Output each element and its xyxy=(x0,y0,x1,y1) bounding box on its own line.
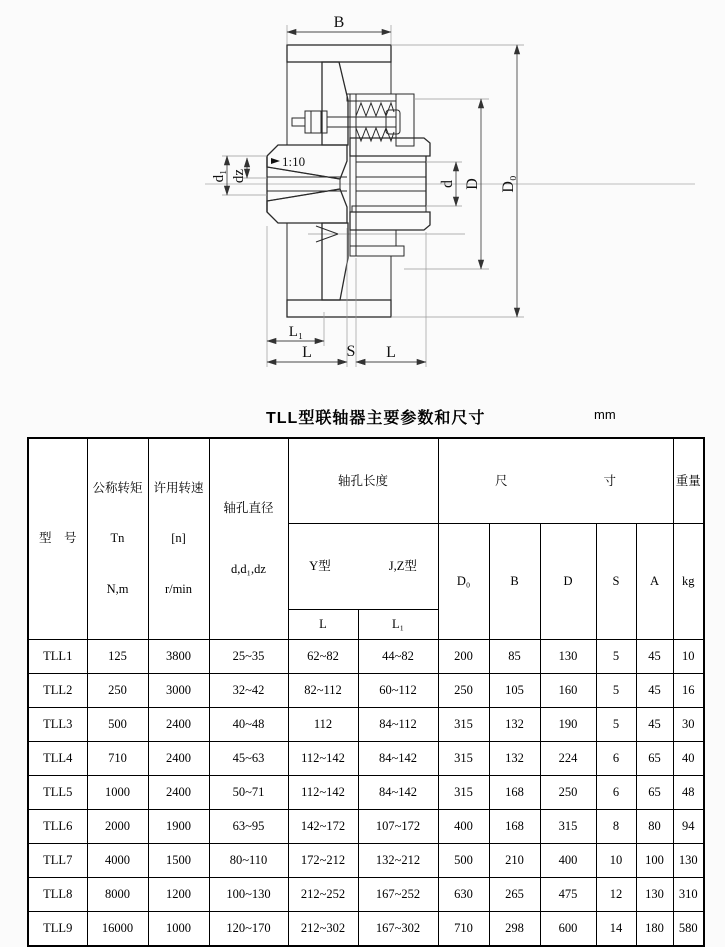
spring-bracket xyxy=(386,110,400,134)
model-cell: TLL9 xyxy=(28,911,87,946)
col-header-d: D xyxy=(540,524,596,639)
speed-label: 许用转速 xyxy=(153,480,204,495)
table-row xyxy=(28,809,704,843)
value-cell: 10 xyxy=(673,639,704,673)
value-cell: 112 xyxy=(288,707,358,741)
value-cell: 10 xyxy=(596,843,636,877)
serpentine-spring xyxy=(356,103,394,116)
value-cell: 1200 xyxy=(148,877,209,911)
value-cell: 130 xyxy=(636,877,673,911)
y-type-label: Y型 xyxy=(309,559,331,574)
value-cell: 100~130 xyxy=(209,877,288,911)
value-cell: 44~82 xyxy=(358,639,438,673)
model-cell: TLL8 xyxy=(28,877,87,911)
taper-label: 1:10 xyxy=(282,154,306,169)
value-cell: 45 xyxy=(636,707,673,741)
dimension-labels xyxy=(211,14,517,361)
bore-symbols: d,d₁,dz xyxy=(231,562,266,577)
value-cell: 132 xyxy=(489,741,540,775)
dim-label-b: B xyxy=(333,14,345,31)
col-header-s: S xyxy=(596,524,636,639)
value-cell: 5 xyxy=(596,639,636,673)
value-cell: 48 xyxy=(673,775,704,809)
col-header-length-L: L xyxy=(288,609,358,639)
dim-label-d-major: D xyxy=(464,178,481,190)
model-cell: TLL6 xyxy=(28,809,87,843)
value-cell: 65 xyxy=(636,741,673,775)
value-cell: 500 xyxy=(87,707,148,741)
value-cell: 1500 xyxy=(148,843,209,877)
value-cell: 167~302 xyxy=(358,911,438,946)
value-cell: 80~110 xyxy=(209,843,288,877)
value-cell: 94 xyxy=(673,809,704,843)
value-cell: 180 xyxy=(636,911,673,946)
value-cell: 100 xyxy=(636,843,673,877)
value-cell: 5 xyxy=(596,707,636,741)
value-cell: 4000 xyxy=(87,843,148,877)
value-cell: 3000 xyxy=(148,673,209,707)
col-header-bore-diameter xyxy=(209,438,288,639)
value-cell: 580 xyxy=(673,911,704,946)
value-cell: 315 xyxy=(438,775,489,809)
value-cell: 84~142 xyxy=(358,741,438,775)
parameters-table xyxy=(27,437,705,947)
bolt-end xyxy=(292,118,305,126)
value-cell: 315 xyxy=(438,707,489,741)
value-cell: 315 xyxy=(438,741,489,775)
col-header-dimensions xyxy=(438,438,673,524)
value-cell: 172~212 xyxy=(288,843,358,877)
value-cell: 63~95 xyxy=(209,809,288,843)
torque-unit: N,m xyxy=(106,582,129,597)
value-cell: 250 xyxy=(438,673,489,707)
value-cell: 167~252 xyxy=(358,877,438,911)
value-cell: 5 xyxy=(596,673,636,707)
taper-arrow-icon xyxy=(271,158,280,164)
value-cell: 125 xyxy=(87,639,148,673)
table-row xyxy=(28,911,704,946)
value-cell: 112~142 xyxy=(288,741,358,775)
value-cell: 12 xyxy=(596,877,636,911)
value-cell: 2400 xyxy=(148,707,209,741)
value-cell: 60~112 xyxy=(358,673,438,707)
value-cell: 6 xyxy=(596,741,636,775)
value-cell: 85 xyxy=(489,639,540,673)
col-header-types xyxy=(288,524,438,609)
col-header-speed xyxy=(148,438,209,639)
value-cell: 112~142 xyxy=(288,775,358,809)
taper-annotation xyxy=(271,154,305,169)
value-cell: 45~63 xyxy=(209,741,288,775)
dims-char-2: 寸 xyxy=(603,473,617,488)
value-cell: 3800 xyxy=(148,639,209,673)
value-cell: 50~71 xyxy=(209,775,288,809)
dim-label-d1: d₁ xyxy=(211,169,227,183)
value-cell: 32~42 xyxy=(209,673,288,707)
value-cell: 2000 xyxy=(87,809,148,843)
value-cell: 630 xyxy=(438,877,489,911)
value-cell: 190 xyxy=(540,707,596,741)
value-cell: 200 xyxy=(438,639,489,673)
table-row xyxy=(28,741,704,775)
model-cell: TLL4 xyxy=(28,741,87,775)
dim-label-s: S xyxy=(346,343,356,360)
hex-nut xyxy=(305,111,327,133)
value-cell: 82~112 xyxy=(288,673,358,707)
value-cell: 250 xyxy=(540,775,596,809)
value-cell: 475 xyxy=(540,877,596,911)
jz-type-label: J,Z型 xyxy=(388,559,417,574)
torque-symbol: Tn xyxy=(110,531,125,546)
model-cell: TLL1 xyxy=(28,639,87,673)
table-row xyxy=(28,843,704,877)
value-cell: 132 xyxy=(489,707,540,741)
value-cell: 710 xyxy=(87,741,148,775)
value-cell: 130 xyxy=(540,639,596,673)
table-title: TLL型联轴器主要参数和尺寸 xyxy=(266,410,486,427)
col-header-b: B xyxy=(489,524,540,639)
value-cell: 107~172 xyxy=(358,809,438,843)
value-cell: 1900 xyxy=(148,809,209,843)
value-cell: 265 xyxy=(489,877,540,911)
unit-label: mm xyxy=(594,407,616,422)
value-cell: 6 xyxy=(596,775,636,809)
col-header-bore-length: 轴孔长度 xyxy=(288,438,438,524)
col-header-kg: kg xyxy=(673,524,704,639)
value-cell: 250 xyxy=(87,673,148,707)
table-row xyxy=(28,707,704,741)
col-header-length-L1: L₁ xyxy=(358,609,438,639)
value-cell: 14 xyxy=(596,911,636,946)
model-cell: TLL2 xyxy=(28,673,87,707)
value-cell: 710 xyxy=(438,911,489,946)
value-cell: 168 xyxy=(489,775,540,809)
dim-label-l-right: L xyxy=(386,344,396,361)
table-body xyxy=(28,639,704,946)
value-cell: 105 xyxy=(489,673,540,707)
value-cell: 40~48 xyxy=(209,707,288,741)
value-cell: 1000 xyxy=(148,911,209,946)
model-cell: TLL7 xyxy=(28,843,87,877)
value-cell: 130 xyxy=(673,843,704,877)
drum-section xyxy=(287,45,391,317)
dimension-lines xyxy=(227,32,517,362)
value-cell: 30 xyxy=(673,707,704,741)
col-header-a: A xyxy=(636,524,673,639)
value-cell: 16 xyxy=(673,673,704,707)
value-cell: 400 xyxy=(438,809,489,843)
value-cell: 45 xyxy=(636,673,673,707)
value-cell: 212~252 xyxy=(288,877,358,911)
value-cell: 224 xyxy=(540,741,596,775)
value-cell: 45 xyxy=(636,639,673,673)
value-cell: 142~172 xyxy=(288,809,358,843)
coupling-drawing xyxy=(0,0,725,398)
value-cell: 84~142 xyxy=(358,775,438,809)
dim-label-d-minor: d xyxy=(439,180,456,188)
value-cell: 210 xyxy=(489,843,540,877)
value-cell: 8000 xyxy=(87,877,148,911)
dim-label-dz: dz xyxy=(231,168,247,184)
dim-label-l-left: L xyxy=(302,344,312,361)
value-cell: 212~302 xyxy=(288,911,358,946)
table-row xyxy=(28,673,704,707)
value-cell: 132~212 xyxy=(358,843,438,877)
value-cell: 80 xyxy=(636,809,673,843)
value-cell: 2400 xyxy=(148,775,209,809)
col-header-weight: 重量 xyxy=(673,438,704,524)
dim-label-d0: D₀ xyxy=(500,175,517,193)
table-row xyxy=(28,639,704,673)
coupling-drawing-area xyxy=(0,0,725,398)
torque-label: 公称转矩 xyxy=(92,480,143,495)
value-cell: 1000 xyxy=(87,775,148,809)
value-cell: 120~170 xyxy=(209,911,288,946)
value-cell: 298 xyxy=(489,911,540,946)
col-header-torque xyxy=(87,438,148,639)
speed-unit: r/min xyxy=(164,582,193,597)
dims-char-1: 尺 xyxy=(495,473,508,488)
serpentine-spring xyxy=(356,128,394,141)
value-cell: 65 xyxy=(636,775,673,809)
value-cell: 62~82 xyxy=(288,639,358,673)
bore-label: 轴孔直径 xyxy=(223,500,274,515)
speed-symbol: [n] xyxy=(171,531,186,546)
value-cell: 315 xyxy=(540,809,596,843)
col-header-d0: D₀ xyxy=(438,524,489,639)
value-cell: 2400 xyxy=(148,741,209,775)
value-cell: 8 xyxy=(596,809,636,843)
value-cell: 310 xyxy=(673,877,704,911)
value-cell: 40 xyxy=(673,741,704,775)
table-row xyxy=(28,877,704,911)
value-cell: 160 xyxy=(540,673,596,707)
value-cell: 84~112 xyxy=(358,707,438,741)
table-row xyxy=(28,775,704,809)
value-cell: 400 xyxy=(540,843,596,877)
value-cell: 600 xyxy=(540,911,596,946)
model-cell: TLL5 xyxy=(28,775,87,809)
value-cell: 16000 xyxy=(87,911,148,946)
model-cell: TLL3 xyxy=(28,707,87,741)
value-cell: 168 xyxy=(489,809,540,843)
dim-label-l1: L₁ xyxy=(288,324,304,340)
value-cell: 25~35 xyxy=(209,639,288,673)
value-cell: 500 xyxy=(438,843,489,877)
col-header-model: 型 号 xyxy=(28,438,87,639)
